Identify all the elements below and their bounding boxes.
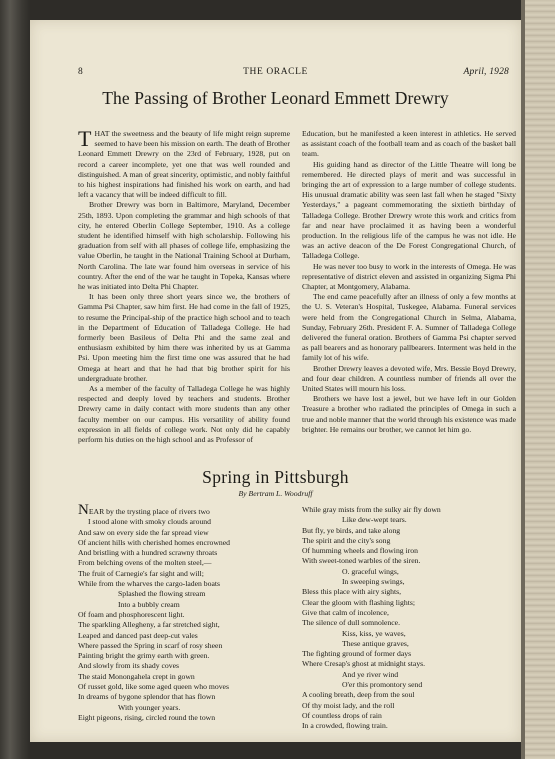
article-paragraph: Brother Drewry was born in Baltimore, Maryland, December 25th, 1893. Upon completing the grammar and high schools of that city, he entered Oberlin College September, 1910. As a college student he identified himself with high scholarship. Following his graduation from self with all phases of college life, emphasizing the value Oberlin, he taught in the National Training School at Durham, North Carolina. The late war found him overseas in service of his country. After the end of the war he taught in Topeka, Kansas where he was initiated into Delta Phi Chapter. xyxy=(78,200,290,292)
poem-line: In sweeping swings, xyxy=(342,577,405,587)
issue-date: April, 1928 xyxy=(463,67,509,77)
book-binding-edge xyxy=(521,0,555,759)
poem-line: The fruit of Carnegie's far sight and will; xyxy=(78,568,204,578)
poem-column-right xyxy=(302,505,516,732)
article-paragraph-text: HAT the sweetness and the beauty of life might reign supreme seemed to have been his mission on earth. The death of Brother Leonard Emmett Drewry on the 23rd of February, 1928, put on record a career incomplete, yet one that was well rounded and distinguished. A man of great sincerity, optimistic, and nobly faithful to his highest inspirations had finished his work on earth, and had left a vacancy that will be indeed difficult to fill. xyxy=(78,129,290,200)
poem-line: Of thy moist lady, and the roll xyxy=(302,700,395,710)
poem-line: From belching ovens of the molten steel,— xyxy=(78,558,212,568)
poem-line: The staid Monongahela crept in gown xyxy=(78,671,195,681)
poem-line: While from the wharves the cargo-laden boats xyxy=(78,579,221,589)
article-paragraph: Brother Drewry leaves a devoted wife, Mrs. Bessie Boyd Drewry, and four dear children. A countless number of friends all over the United States will mourn his loss. xyxy=(302,363,516,394)
poem-line: Eight pigeons, rising, circled round the town xyxy=(78,712,216,722)
drop-cap: T xyxy=(78,126,92,151)
poem-line: Leaped and danced past deep-cut vales xyxy=(78,630,198,640)
binding-shadow xyxy=(521,0,525,759)
poem-line-text: EAR by the trysting place of rivers two xyxy=(88,507,210,516)
poem-line: Kiss, kiss, ye waves, xyxy=(342,628,406,638)
poem-line: And saw on every side the far spread view xyxy=(78,527,209,537)
poem-line: Of russet gold, like some aged queen who moves xyxy=(78,682,229,692)
poem-line: And ye river wind xyxy=(342,669,399,679)
poem-line: With sweet-toned warbles of the siren. xyxy=(302,556,421,566)
poem-line: Into a bubbly cream xyxy=(118,599,180,609)
poem-line: Painting bright the grimy earth with green. xyxy=(78,651,210,661)
poem-line: With younger years. xyxy=(118,702,181,712)
poem-line: Give that calm of incolence, xyxy=(302,607,389,617)
poem-line: The fighting ground of former days xyxy=(302,649,412,659)
article-title: The Passing of Brother Leonard Emmett Drewry xyxy=(102,88,449,108)
poem-line: I stood alone with smoky clouds around xyxy=(88,517,211,527)
poem-line: Of humming wheels and flowing iron xyxy=(302,546,418,556)
poem-byline: By Bertram L. Woodruff xyxy=(238,489,313,498)
poem-line: O'er this promontory send xyxy=(342,680,423,690)
poem-line: Where passed the Spring in scarf of rosy sheen xyxy=(78,640,223,650)
article-column-left xyxy=(78,126,290,445)
article-paragraph xyxy=(78,126,290,200)
poem-line: O. graceful wings, xyxy=(342,566,399,576)
poem-line: Of countless drops of rain xyxy=(302,710,382,720)
poem-line: And slowly from its shady coves xyxy=(78,661,179,671)
poem-line: In dreams of bygone splendor that has flown xyxy=(78,692,216,702)
poem-line: Clear the gloom with flashing lights; xyxy=(302,597,415,607)
article-paragraph: Education, but he manifested a keen interest in athletics. He served as assistant coach of the football team and as coach of the basket ball team. xyxy=(302,129,516,159)
article-paragraph: As a member of the faculty of Talladega College he was highly respected and deeply loved by teachers and students. Brother Drewry came in daily contact with more students than any other faculty member on our campus. His versatility of ability found expression in all fields of college work. Not only did he capably perform his duties on the high school and as Professor of xyxy=(78,384,290,445)
poem-line: But fly, ye birds, and take along xyxy=(302,525,401,535)
article-paragraph: His guiding hand as director of the Little Theatre will long be remembered. He directed plays of merit and was successful in bringing the art of expression to a large number of college students. His unusual dramatic ability was seen last fall when he staged "Sixty Yesterdays," a pageant commemorating the sixtieth birthday of Talladega College. Brother Drewry wrote this work and critics from far and near have proclaimed it as having been a wonderful production. In the religious life of the campus he was not idle. He was an active deacon of the De Forest Congregational Church, of Talladega College. xyxy=(302,159,516,261)
poem-column-left xyxy=(78,502,298,723)
poem-line: The silence of dull somnolence. xyxy=(302,618,400,628)
poem-line: Bless this place with airy sights, xyxy=(302,587,402,597)
poem-line: The spirit and the city's song xyxy=(302,535,391,545)
poem-line: Of ancient hills with cherished homes encrowned xyxy=(78,537,230,547)
poem-line: Where Cresap's ghost at midnight stays. xyxy=(302,659,426,669)
article-paragraph: He was never too busy to work in the interests of Omega. He was representative of district eleven and assisted in organizing Sigma Phi Chapter, at Montgomery, Alabama. xyxy=(302,261,516,292)
poem-line: These antique graves, xyxy=(342,638,409,648)
poem-line: While gray mists from the sulky air fly down xyxy=(302,505,441,514)
poem-line: Splashed the flowing stream xyxy=(118,589,206,599)
article-paragraph: It has been only three short years since we, the brothers of Gamma Psi Chapter, saw him first. He had come in the fall of 1925, to resume the Principal-ship of the practice high school and to teach in the Department of Education of Talladega College. He had formerly been Basileus of Delta Phi and the same zeal and enthusiasm exhibited by him there was inherited by us at Gamma Psi. Upon meeting him the first time one was assured that he had Omega at heart and that he had that big brother spirit for his undergraduate brother. xyxy=(78,292,290,383)
poem-drop-cap: N xyxy=(78,502,89,518)
poem-title: Spring in Pittsburgh xyxy=(202,467,349,487)
poem-line: And bristling with a hundred scrawny throats xyxy=(78,548,218,558)
article-paragraph: The end came peacefully after an illness of only a few months at the U. S. Veteran's Hospital, Tuskegee, Alabama. Funeral services were held from the Congregational Church in Selma, Alabama, Sunday, February 26th. President F. A. Sumner of Talladega College delivered the funeral oration. Brothers of Gamma Psi chapter served as pall bearers and as honorary pallbearers. Interment was held in the family lot of his wife. xyxy=(302,292,516,363)
article-column-right xyxy=(302,129,516,435)
poem-line xyxy=(78,502,298,518)
poem-line: A cooling breath, deep from the soul xyxy=(302,690,415,700)
article-paragraph: Brothers we have lost a jewel, but we have left in our Golden Treasure a brother who radiated the principles of Omega in such a true and noble manner that the world through his existence was made brighter. He remains our brother, we cannot let him go. xyxy=(302,394,516,434)
magazine-page xyxy=(30,20,521,742)
poem-line: Like dew-wept tears. xyxy=(342,515,407,525)
publication-title: THE ORACLE xyxy=(243,67,308,77)
poem-line: The sparkling Allegheny, a far stretched sight, xyxy=(78,620,220,630)
poem-line: Of foam and phosphorescent light. xyxy=(78,609,185,619)
poem-line: In a crowded, flowing train. xyxy=(302,721,388,731)
page-number: 8 xyxy=(78,67,83,77)
